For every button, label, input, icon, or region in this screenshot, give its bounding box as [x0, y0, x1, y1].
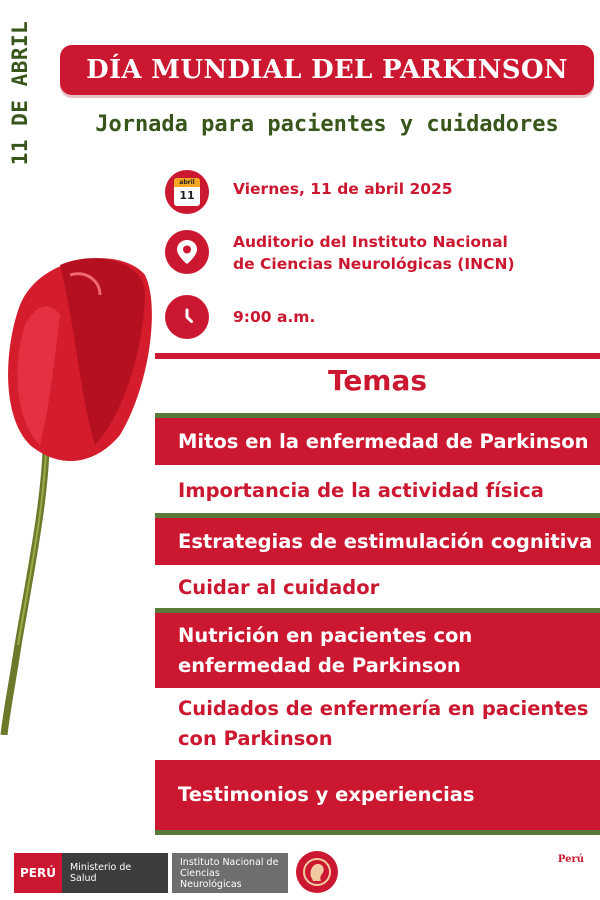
- time-row: [165, 295, 315, 339]
- location-row: [165, 230, 515, 275]
- calendar-icon: [165, 170, 209, 214]
- minsa-logo: PERÚ Ministerio de Salud: [14, 853, 168, 893]
- event-date: Viernes, 11 de abril 2025: [233, 180, 453, 198]
- side-date: 11 DE ABRIL: [8, 20, 32, 166]
- topic-item: Testimonios y experiencias: [155, 760, 600, 835]
- event-location: [233, 231, 515, 275]
- incn-label: Instituto Nacional de Ciencias Neurológicas: [172, 853, 288, 893]
- section-divider: [155, 353, 600, 359]
- location-line-1: Auditorio del Instituto Nacional: [233, 233, 508, 251]
- topic-item: Importancia de la actividad física: [155, 469, 600, 513]
- incn-emblem-icon: [296, 851, 338, 893]
- temas-heading: Temas: [327, 364, 428, 397]
- topic-item: Cuidados de enfermería en pacientes con Parkinson: [155, 690, 600, 758]
- peru-country-logo: Perú: [557, 854, 585, 865]
- location-line-2: de Ciencias Neurológicas (INCN): [233, 255, 515, 273]
- date-row: [165, 170, 453, 214]
- title-banner: [60, 45, 594, 95]
- page-title: DÍA MUNDIAL DEL PARKINSON: [86, 55, 568, 85]
- tulip-image: [0, 245, 160, 735]
- topic-item: Cuidar al cuidador: [155, 568, 600, 608]
- calendar-month: abril: [174, 178, 200, 187]
- subtitle: Jornada para pacientes y cuidadores: [95, 112, 559, 137]
- event-time: 9:00 a.m.: [233, 308, 316, 326]
- topic-item: Nutrición en pacientes con enfermedad de Parkinson: [155, 608, 600, 688]
- clock-icon: [165, 295, 209, 339]
- footer: [0, 848, 600, 900]
- calendar-day: 11: [179, 189, 195, 202]
- topic-item: Estrategias de estimulación cognitiva: [155, 513, 600, 565]
- location-pin-icon: [165, 230, 209, 274]
- topic-item: Mitos en la enfermedad de Parkinson: [155, 413, 600, 465]
